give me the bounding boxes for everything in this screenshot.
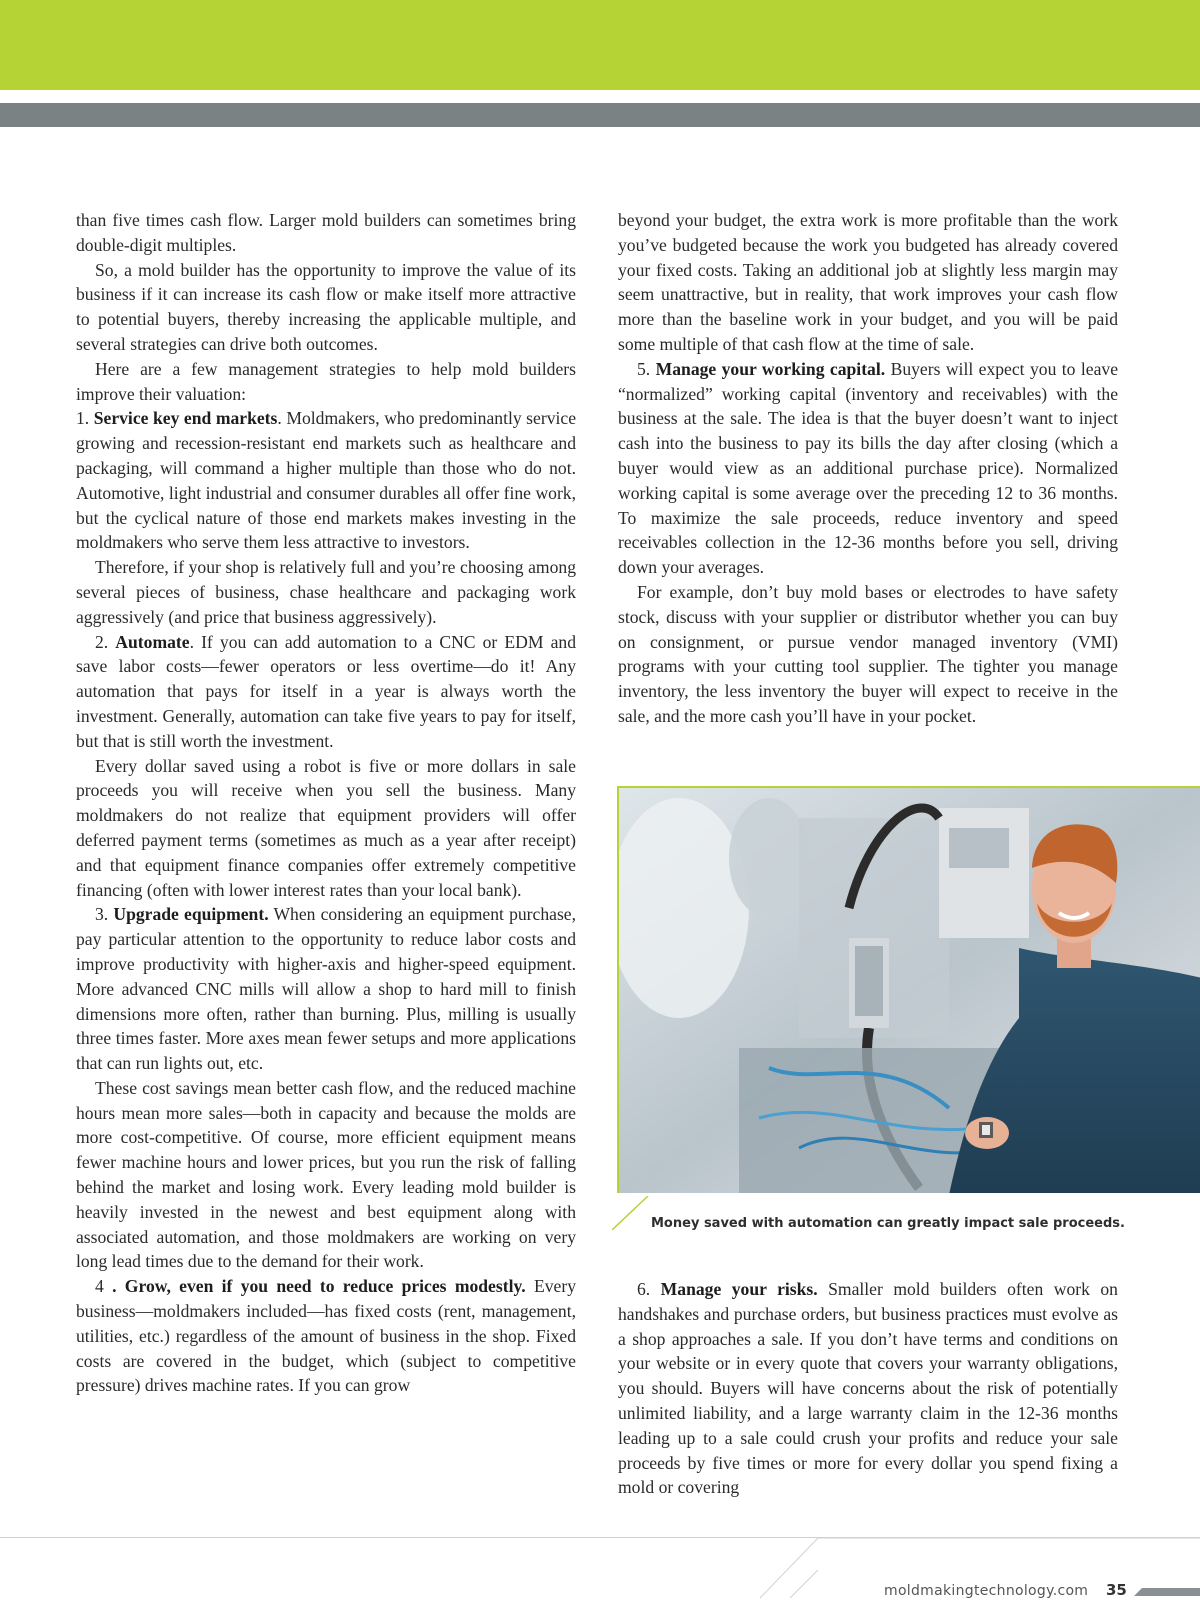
footer-website: moldmakingtechnology.com <box>884 1583 1089 1599</box>
strategy-paragraph: 4 . Grow, even if you need to reduce prices modestly. Every business—moldmakers included—has fixed costs (rent, management, utilities, etc.) regardless of the amount of business in the shop. Fixed costs are covered in the budget, which (subject to competitive pressure) drives machine rates. If you can grow <box>76 1276 576 1396</box>
article-photo <box>617 786 1200 1193</box>
header-gray-band <box>0 103 1200 127</box>
article-column-right-top <box>618 208 1118 729</box>
paragraph: For example, don’t buy mold bases or electrodes to have safety stock, discuss with your supplier or distributor whether you can buy on consignment, or pursue vendor managed inventory (VMI) programs with your cutting tool supplier. The tighter you manage inventory, the less inventory the buyer will expect to receive in the sale, and the more cash you’ll have in your pocket. <box>618 581 1118 726</box>
strategy-heading: Automate <box>115 631 190 652</box>
strategy-paragraph: 3. Upgrade equipment. When considering an equipment purchase, pay particular attention to the opportunity to reduce labor costs and improve productivity with higher-axis and higher-speed equipment. More advanced CNC mills will allow a shop to hard mill to finish dimensions more often, rather than burning. Plus, milling is usually three times faster. More axes mean fewer setups and more applications that can run lights out, etc. <box>76 904 577 1074</box>
article-column-left <box>76 208 576 1398</box>
header-accent-band <box>0 0 1200 90</box>
strategy-heading: . Grow, even if you need to reduce prices modestly. <box>112 1276 526 1297</box>
page-number: 35 <box>1106 1581 1127 1599</box>
paragraph: Every dollar saved using a robot is five or more dollars in sale proceeds you will receive when you sell the business. Many moldmakers do not realize that equipment providers will offer deferred payment terms (sometimes as much as a year after receipt) and that equipment finance companies offer extremely competitive financing (often with lower interest rates than your local bank). <box>76 755 576 900</box>
strategy-paragraph: 6. Manage your risks. Smaller mold builders often work on handshakes and purchase orders, but business practices must evolve as a shop approaches a sale. If you don’t have terms and conditions on your website or in every quote that covers your warranty obligations, you should. Buyers will have concerns about the risk of potentially unlimited liability, and a large warranty claim in the 12-36 months leading up to a sale could crush your profits and reduce your sale proceeds by five times or more for every dollar you spend fixing a mold or covering <box>618 1279 1118 1498</box>
paragraph: than five times cash flow. Larger mold builders can sometimes bring double-digit multiples. <box>76 210 576 255</box>
caption-leader-line <box>612 1196 652 1232</box>
photo-caption: Money saved with automation can greatly impact sale proceeds. <box>651 1216 1125 1231</box>
strategy-heading: Manage your risks. <box>660 1279 818 1299</box>
paragraph: So, a mold builder has the opportunity to improve the value of its business if it can increase its cash flow or make itself more attractive to potential buyers, thereby increasing the applicable multiple, and several strategies can drive both outcomes. <box>76 259 576 354</box>
photo-illustration <box>619 788 1200 1193</box>
strategy-paragraph: 1. Service key end markets. Moldmakers, who predominantly service growing and recession-resistant end markets such as healthcare and packaging, will command a higher multiple than those who do not. Automotive, light industrial and consumer durables all offer fine work, but the cyclical nature of those end markets makes investing in the moldmakers who serve them less attractive to investors. <box>76 408 576 553</box>
paragraph: beyond your budget, the extra work is more profitable than the work you’ve budgeted because the work you budgeted has already covered your fixed costs. Taking an additional job at slightly less margin may seem unattractive, but in reality, that work improves your cash flow more than the baseline work in your budget, and you will be paid some multiple of that cash flow at the time of sale. <box>618 210 1118 354</box>
strategy-paragraph: 5. Manage your working capital. Buyers will expect you to leave “normalized” working capital (inventory and receivables) with the business at the sale. The idea is that the buyer doesn’t want to inject cash into the business to pay its bills the day after closing (which a buyer would view as an additional purchase price). Normalized working capital is some average over the preceding 12 to 36 months. To maximize the sale proceeds, reduce inventory and speed receivables collection in the 12-36 months before you sell, driving down your averages. <box>618 358 1119 578</box>
strategy-heading: Upgrade equipment. <box>113 904 269 925</box>
paragraph: Here are a few management strategies to help mold builders improve their valuation: <box>76 358 576 404</box>
article-column-right-bottom <box>618 1277 1118 1500</box>
strategy-heading: Service key end markets <box>93 408 278 429</box>
strategy-heading: Manage your working capital. <box>655 358 886 379</box>
paragraph: Therefore, if your shop is relatively full and you’re choosing among several pieces of business, chase healthcare and packaging work aggressively (and price that business aggressively). <box>76 557 576 627</box>
strategy-paragraph: 2. Automate. If you can add automation to a CNC or EDM and save labor costs—fewer operators or less overtime—do it! Any automation that pays for itself in a year is always worth the investment. Generally, automation can take five years to pay for itself, but that is still worth the investment. <box>76 631 576 751</box>
paragraph: These cost savings mean better cash flow, and the reduced machine hours mean more sales—both in capacity and because the molds are more cost-competitive. Of course, more efficient equipment means fewer machine hours and lower prices, but you run the risk of falling behind the market and losing work. Every leading mold builder is heavily invested in the newest and best equipment along with associated automation, and those moldmakers are working on very long lead times due to the demand for their work. <box>76 1077 576 1272</box>
